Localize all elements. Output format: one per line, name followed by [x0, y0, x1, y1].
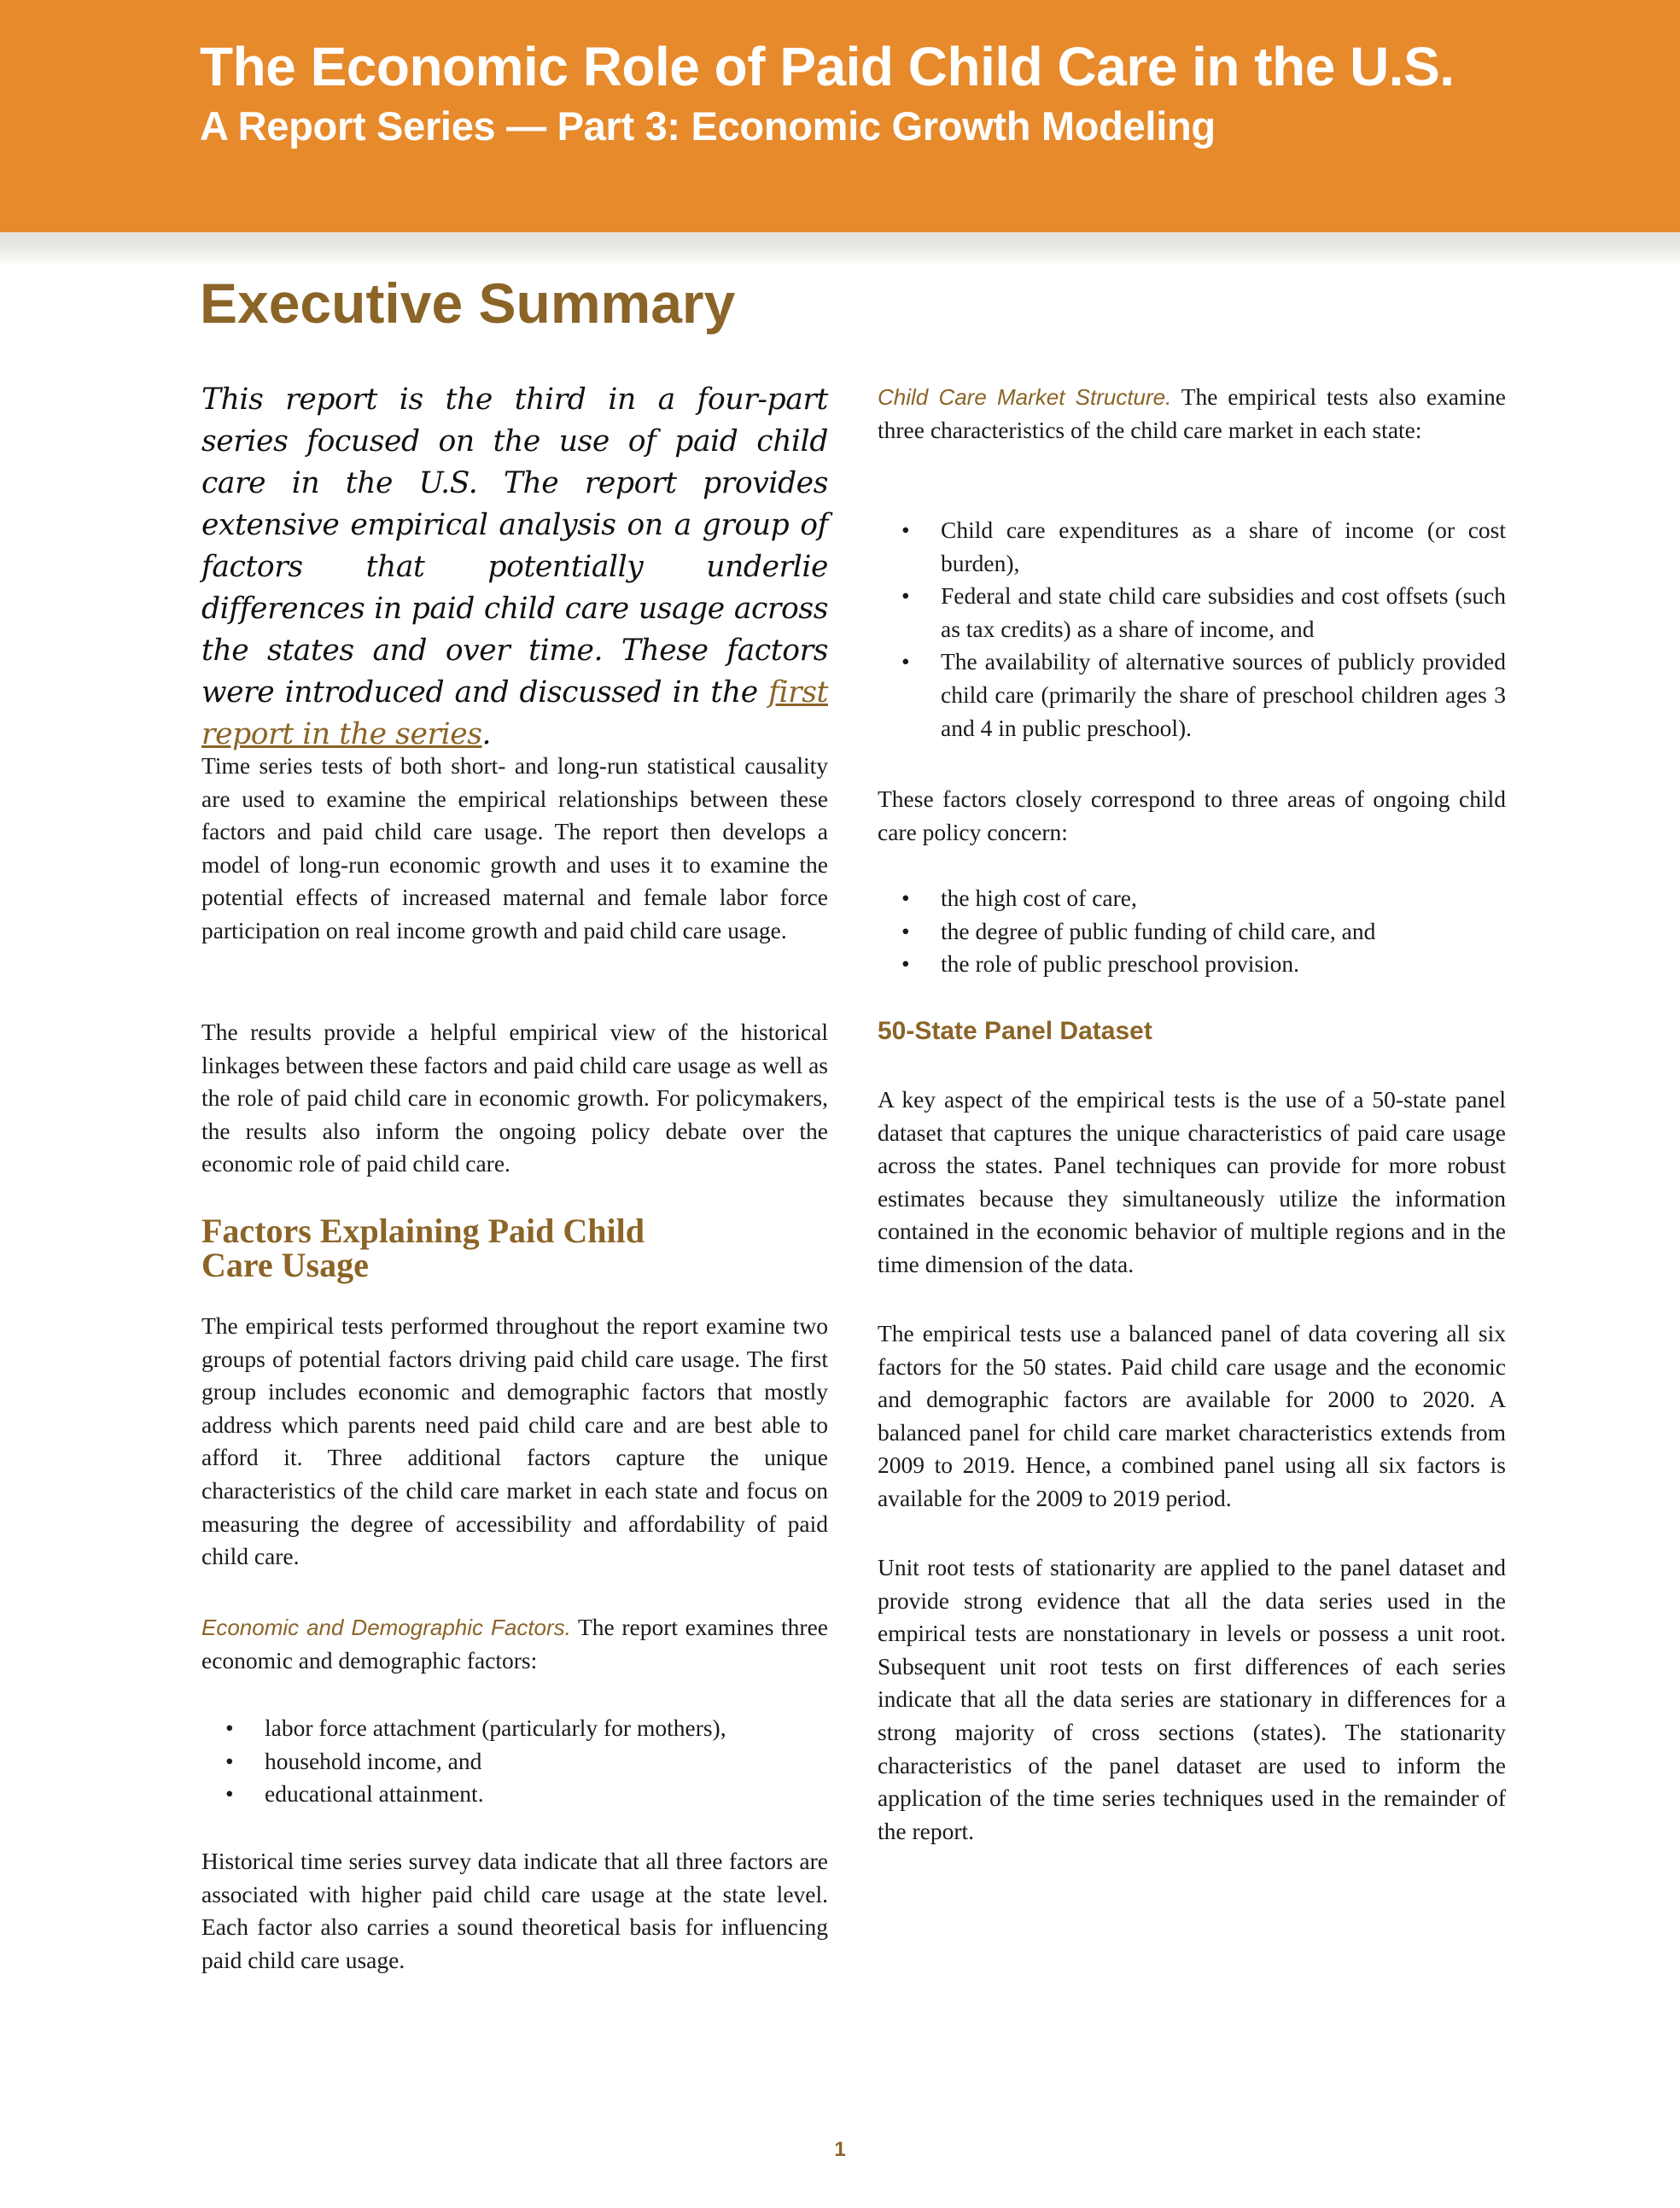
section-heading-line-1: Factors Explaining Paid Child	[201, 1212, 645, 1250]
bullet-icon: •	[901, 917, 910, 944]
bullet-icon: •	[225, 1714, 234, 1741]
bullet-icon: •	[901, 950, 910, 978]
policy-concern-paragraph: These factors closely correspond to three areas of ongoing child care policy concern:	[878, 786, 1506, 845]
econ-factors-list	[201, 1712, 828, 1811]
lead-end: .	[481, 717, 492, 751]
market-structure-text: The empirical tests also examine three characteristics of the child care market in each state:	[878, 383, 1506, 443]
list-item: • The availability of alternative sources of publicly provided child care (primarily the share of preschool children ages 3 and 4 in public preschool).	[878, 645, 1506, 745]
econ-factors-paragraph	[201, 1611, 828, 1677]
market-structure-paragraph	[878, 381, 1506, 447]
bullet-icon: •	[901, 517, 910, 543]
market-structure-list	[878, 514, 1506, 745]
report-title: The Economic Role of Paid Child Care in the U.S.	[200, 36, 1455, 97]
bullet-icon: •	[901, 582, 910, 610]
policy-concern-list	[878, 882, 1506, 981]
factors-paragraph: The empirical tests performed throughout the report examine two groups of potential factors driving paid child care usage. The first group includes economic and demographic factors that mostly address which parents need paid child care and are best able to afford it. Three additional factors capture the unique characteristics of the child care market in each state and focus on measuring the degree of accessibility and affordability of paid child care.	[201, 1312, 828, 1570]
intro-paragraph-1: Time series tests of both short- and long-run statistical causality are used to examine the empirical relationships between these factors and paid child care usage. The report then develops a model of long-run economic growth and uses it to examine the potential effects of increased maternal and female labor force participation on real income growth and paid child care usage.	[201, 752, 828, 943]
panel-dataset-paragraph: A key aspect of the empirical tests is the use of a 50-state panel dataset that captures the unique characteristics of paid care usage across the states. Panel techniques can provide for more robust estimates because they simultaneously utilize the information contained in the economic behavior of multiple regions and in the time dimension of the data.	[878, 1086, 1506, 1277]
list-item: • educational attainment.	[201, 1778, 828, 1811]
list-item: • the degree of public funding of child care, and	[878, 915, 1506, 949]
first-report-link[interactable]: first report in the series	[201, 675, 828, 751]
report-subtitle: A Report Series — Part 3: Economic Growth Modeling	[200, 103, 1216, 149]
section-heading-line-2: Care Usage	[201, 1246, 369, 1284]
list-item: • the role of public preschool provision.	[878, 948, 1506, 981]
list-item: • Child care expenditures as a share of income (or cost burden),	[878, 514, 1506, 580]
bullet-icon: •	[225, 1780, 234, 1808]
unit-root-paragraph: Unit root tests of stationarity are applied to the panel dataset and provide strong evidence that all the data series used in the empirical tests are nonstationary in levels or possess a unit root. Subsequent unit root tests on first differences of each series indicate that all the data series are stationary in differences for a strong majority of cross sections (states). The stationarity characteristics of the panel dataset are used to inform the application of the time series techniques used in the remainder of the report.	[878, 1554, 1506, 1844]
historical-paragraph: Historical time series survey data indicate that all three factors are associated with higher paid child care usage at the state level. Each factor also carries a sound theoretical basis for influencing paid child care usage.	[201, 1848, 828, 1973]
banner-shadow	[0, 232, 1680, 266]
bullet-icon: •	[901, 885, 910, 911]
list-item: • the high cost of care,	[878, 882, 1506, 915]
report-header-banner	[0, 0, 1680, 232]
market-structure-label: Child Care Market Structure.	[878, 384, 1172, 410]
page-title: Executive Summary	[200, 272, 736, 335]
balanced-panel-paragraph: The empirical tests use a balanced panel of data covering all six factors for the 50 states. Paid child care usage and the economic and demographic factors are available for 2000 to 2020. A balanced panel for child care market characteristics extends from 2009 to 2019. Hence, a combined panel using all six factors is available for the 2009 to 2019 period.	[878, 1320, 1506, 1511]
econ-factors-text: The report examines three economic and demographic factors:	[201, 1614, 829, 1674]
bullet-icon: •	[901, 648, 910, 675]
lead-text: This report is the third in a four-part series focused on the use of paid child care in the U.S. The report provides extensive empirical analysis on a group of factors that potentially underlie differences in paid child care usage across the states and over time. These factors were introduced and discussed in the	[201, 383, 828, 710]
bullet-icon: •	[225, 1747, 234, 1774]
list-item: • household income, and	[201, 1745, 828, 1779]
page-number: 1	[834, 2138, 846, 2161]
section-heading-factors	[201, 1214, 645, 1282]
lead-paragraph	[201, 379, 828, 756]
list-item: • Federal and state child care subsidies and cost offsets (such as tax credits) as a share of income, and	[878, 580, 1506, 645]
intro-paragraph-2: The results provide a helpful empirical view of the historical linkages between these factors and paid child care usage as well as the role of paid child care in economic growth. For policymakers, the results also inform the ongoing policy debate over the economic role of paid child care.	[201, 1019, 828, 1177]
econ-factors-label: Economic and Demographic Factors.	[201, 1615, 571, 1640]
list-item: • labor force attachment (particularly for mothers),	[201, 1712, 828, 1745]
section-heading-panel-dataset: 50-State Panel Dataset	[878, 1017, 1152, 1045]
